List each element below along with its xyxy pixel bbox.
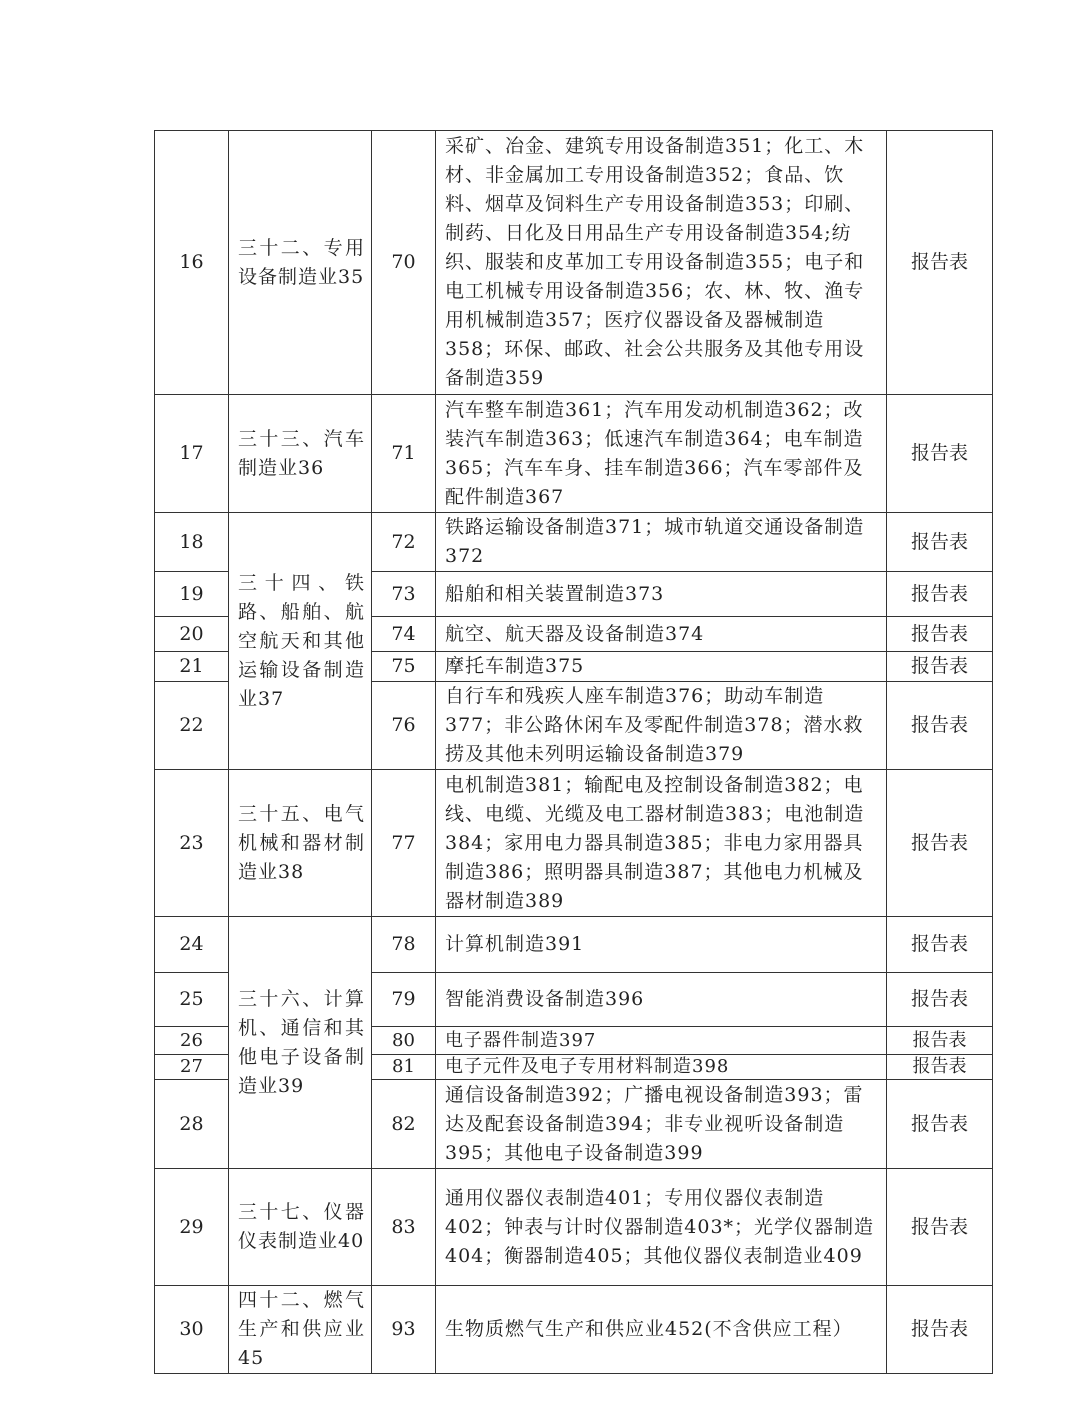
item-code: 78 (372, 917, 436, 973)
item-description: 通用仪器仪表制造401；专用仪器仪表制造402；钟表与计时仪器制造403*；光学仪器制造404；衡器制造405；其他仪器仪表制造业409 (436, 1169, 887, 1286)
item-description: 智能消费设备制造396 (436, 973, 887, 1027)
industry-table (154, 130, 993, 1374)
item-description: 铁路运输设备制造371；城市轨道交通设备制造372 (436, 513, 887, 572)
item-description: 汽车整车制造361；汽车用发动机制造362；改装汽车制造363；低速汽车制造364；电车制造365；汽车车身、挂车制造366；汽车零部件及配件制造367 (436, 395, 887, 513)
item-description: 电子器件制造397 (436, 1027, 887, 1055)
report-type: 报告表 (887, 513, 993, 572)
item-code: 74 (372, 617, 436, 652)
report-type: 报告表 (887, 973, 993, 1027)
industry-category: 三十二、专用设备制造业35 (229, 131, 372, 395)
item-description: 通信设备制造392；广播电视设备制造393；雷达及配套设备制造394；非专业视听设备制造395；其他电子设备制造399 (436, 1080, 887, 1169)
table-row (155, 770, 993, 917)
row-number: 26 (155, 1027, 229, 1055)
table-row (155, 917, 993, 973)
table-row (155, 513, 993, 572)
item-code: 82 (372, 1080, 436, 1169)
item-code: 73 (372, 572, 436, 617)
row-number: 20 (155, 617, 229, 652)
row-number: 16 (155, 131, 229, 395)
table-row (155, 395, 993, 513)
industry-category: 三十七、仪器仪表制造业40 (229, 1169, 372, 1286)
report-type: 报告表 (887, 770, 993, 917)
industry-category: 三十六、计算机、通信和其他电子设备制造业39 (229, 917, 372, 1169)
industry-category: 三十五、电气机械和器材制造业38 (229, 770, 372, 917)
report-type: 报告表 (887, 1080, 993, 1169)
row-number: 30 (155, 1286, 229, 1374)
row-number: 17 (155, 395, 229, 513)
report-type: 报告表 (887, 1169, 993, 1286)
item-code: 72 (372, 513, 436, 572)
row-number: 24 (155, 917, 229, 973)
item-code: 70 (372, 131, 436, 395)
item-description: 摩托车制造375 (436, 652, 887, 682)
table-row (155, 131, 993, 395)
item-description: 船舶和相关装置制造373 (436, 572, 887, 617)
row-number: 22 (155, 682, 229, 770)
report-type: 报告表 (887, 617, 993, 652)
report-type: 报告表 (887, 917, 993, 973)
table-row (155, 1169, 993, 1286)
item-code: 79 (372, 973, 436, 1027)
item-description: 航空、航天器及设备制造374 (436, 617, 887, 652)
row-number: 21 (155, 652, 229, 682)
item-description: 自行车和残疾人座车制造376；助动车制造377；非公路休闲车及零配件制造378；潜水救捞及其他未列明运输设备制造379 (436, 682, 887, 770)
item-code: 93 (372, 1286, 436, 1374)
row-number: 27 (155, 1055, 229, 1080)
row-number: 19 (155, 572, 229, 617)
row-number: 23 (155, 770, 229, 917)
item-description: 电机制造381；输配电及控制设备制造382；电线、电缆、光缆及电工器材制造383；电池制造384；家用电力器具制造385；非电力家用器具制造386；照明器具制造387；其他电力机械及器材制造389 (436, 770, 887, 917)
report-type: 报告表 (887, 131, 993, 395)
industry-category: 三十三、汽车制造业36 (229, 395, 372, 513)
report-type: 报告表 (887, 682, 993, 770)
report-type: 报告表 (887, 652, 993, 682)
item-description: 计算机制造391 (436, 917, 887, 973)
row-number: 25 (155, 973, 229, 1027)
item-description: 采矿、冶金、建筑专用设备制造351；化工、木材、非金属加工专用设备制造352；食品、饮料、烟草及饲料生产专用设备制造353；印刷、制药、日化及日用品生产专用设备制造354;纺织、服装和皮革加工专用设备制造355；电子和电工机械专用设备制造356；农、林、牧、渔专用机械制造357；医疗仪器设备及器械制造358；环保、邮政、社会公共服务及其他专用设备制造359 (436, 131, 887, 395)
item-code: 76 (372, 682, 436, 770)
item-code: 71 (372, 395, 436, 513)
item-code: 81 (372, 1055, 436, 1080)
item-code: 77 (372, 770, 436, 917)
report-type: 报告表 (887, 1055, 993, 1080)
item-code: 75 (372, 652, 436, 682)
item-code: 80 (372, 1027, 436, 1055)
item-description: 生物质燃气生产和供应业452(不含供应工程） (436, 1286, 887, 1374)
report-type: 报告表 (887, 572, 993, 617)
item-code: 83 (372, 1169, 436, 1286)
industry-category: 四十二、燃气生产和供应业45 (229, 1286, 372, 1374)
report-type: 报告表 (887, 1027, 993, 1055)
row-number: 29 (155, 1169, 229, 1286)
industry-category: 三十四、铁路、船舶、航空航天和其他运输设备制造业37 (229, 513, 372, 770)
report-type: 报告表 (887, 1286, 993, 1374)
item-description: 电子元件及电子专用材料制造398 (436, 1055, 887, 1080)
row-number: 28 (155, 1080, 229, 1169)
row-number: 18 (155, 513, 229, 572)
report-type: 报告表 (887, 395, 993, 513)
table-row (155, 1286, 993, 1374)
